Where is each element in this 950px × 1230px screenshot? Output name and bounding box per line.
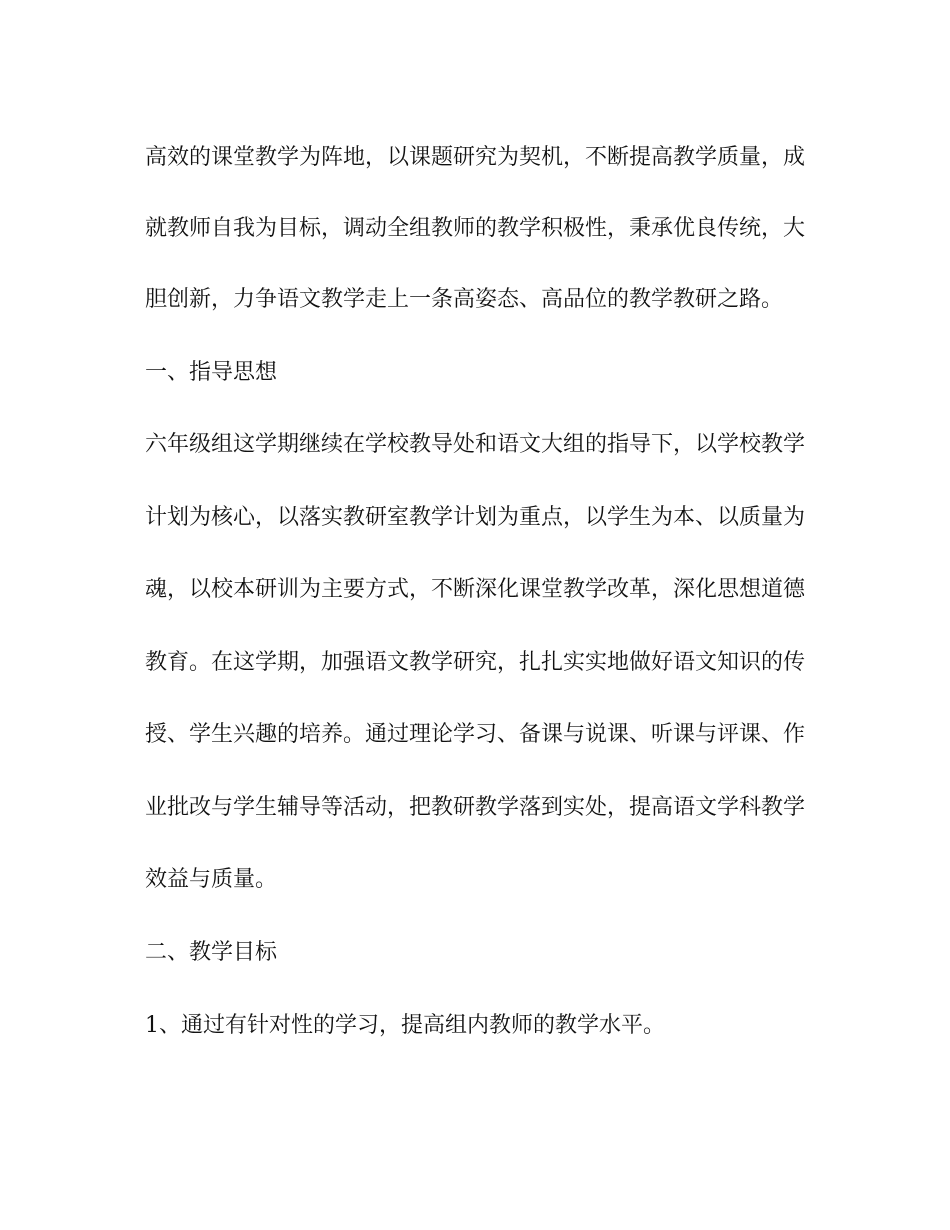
- paragraph-line: 效益与质量。: [145, 867, 278, 892]
- paragraph-line: 教育。在这学期，加强语文教学研究，扎扎实实地做好语文知识的传: [145, 650, 806, 675]
- paragraph-line: 胆创新，力争语文教学走上一条高姿态、高品位的教学教研之路。: [145, 287, 784, 312]
- section-heading: 二、教学目标: [145, 940, 278, 965]
- list-item: 1、通过有针对性的学习，提高组内教师的教学水平。: [145, 1013, 665, 1038]
- paragraph-line: 计划为核心，以落实教研室教学计划为重点，以学生为本、以质量为: [145, 505, 806, 530]
- paragraph-line: 高效的课堂教学为阵地，以课题研究为契机，不断提高教学质量，成: [145, 145, 806, 170]
- paragraph-line: 授、学生兴趣的培养。通过理论学习、备课与说课、听课与评课、作: [145, 722, 806, 747]
- paragraph-line: 魂，以校本研训为主要方式，不断深化课堂教学改革，深化思想道德: [145, 577, 806, 602]
- paragraph-line: 业批改与学生辅导等活动，把教研教学落到实处，提高语文学科教学: [145, 795, 806, 820]
- paragraph-line: 就教师自我为目标，调动全组教师的教学积极性，秉承优良传统，大: [145, 216, 806, 241]
- section-heading: 一、指导思想: [145, 360, 278, 385]
- paragraph-line: 六年级组这学期继续在学校教导处和语文大组的指导下，以学校教学: [145, 432, 806, 457]
